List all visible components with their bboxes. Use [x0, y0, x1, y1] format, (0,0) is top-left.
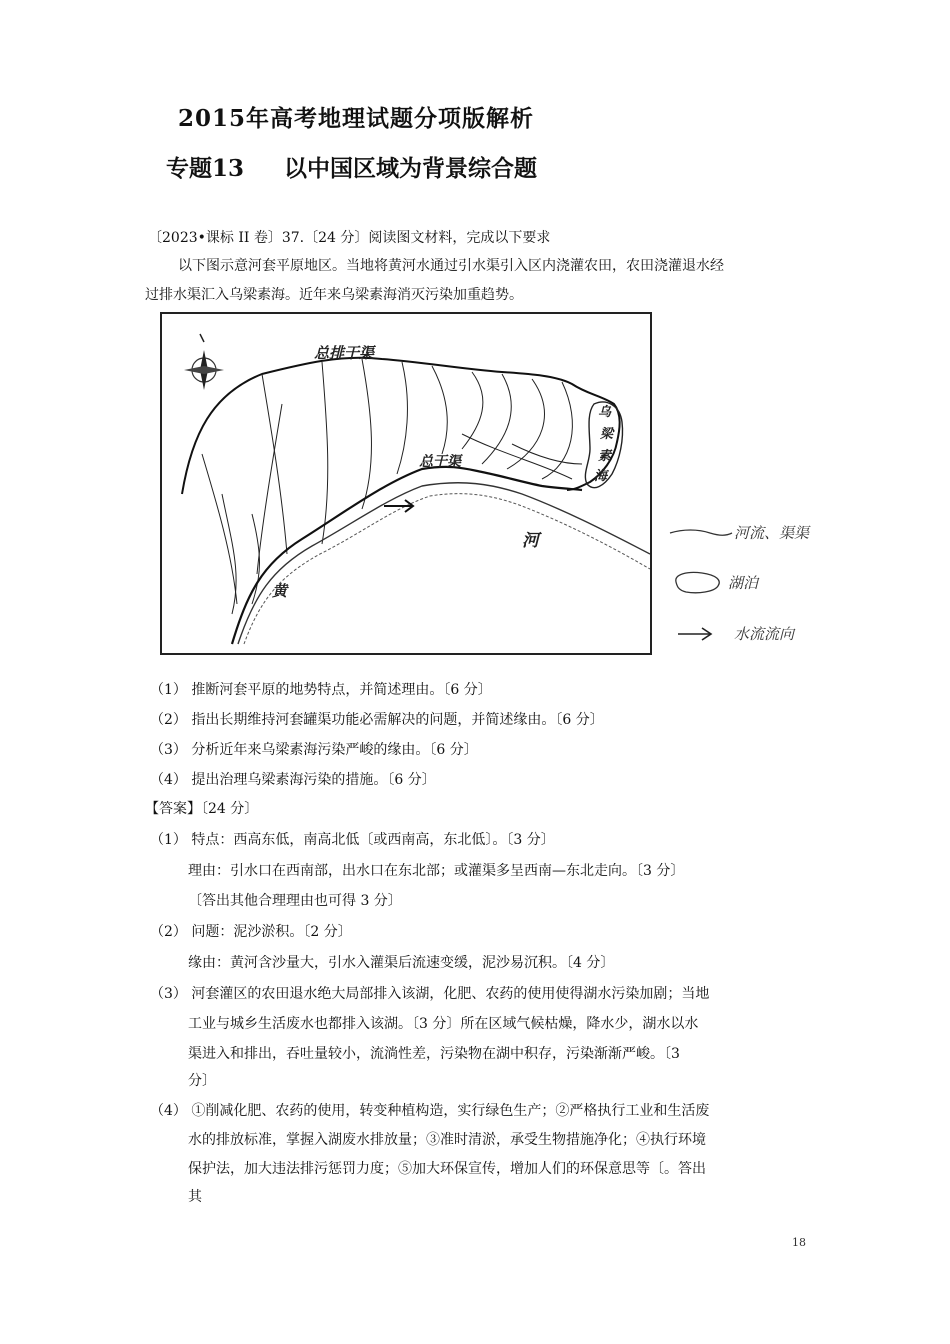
hetao-plain-map: [160, 312, 652, 655]
legend-river-canal: [668, 522, 809, 543]
sub-question-2: （2） 指出长期维持河套罐渠功能必需解决的问题，并简述缘由。〔6 分〕: [150, 712, 604, 728]
topic-number: 专题13: [166, 155, 245, 182]
lake-char-1: 乌: [598, 405, 612, 420]
page-number: 18: [792, 1236, 806, 1249]
label-main-drain: 总排干渠: [314, 344, 375, 362]
document-title: 2015年高考地理试题分项版解析: [178, 105, 535, 132]
label-river-he: 河: [522, 531, 539, 551]
legend-label-river-canal: 河流、渠渠: [734, 524, 810, 542]
map-drawing: [162, 314, 650, 653]
answer-3-line-3: 渠进入和排出，吞吐量较小，流淌性差，污染物在湖中积存，污染渐渐严峻。〔3: [188, 1046, 680, 1062]
answer-4-line-4: 其: [188, 1189, 202, 1205]
answer-4-line-3: 保护法，加大违法排污惩罚力度；⑤加大环保宣传，增加人们的环保意思等〔。答出: [188, 1161, 706, 1177]
legend-label-lake: 湖泊: [728, 573, 759, 592]
lake-char-4: 海: [594, 469, 608, 484]
legend-flow: [676, 623, 794, 644]
question-intro-line-2: 过排水渠汇入乌梁素海。近年来乌梁素海消灭污染加重趋势。: [145, 287, 523, 303]
label-river-huang: 黄: [272, 582, 288, 600]
answer-heading: 【答案】〔24 分〕: [145, 801, 259, 817]
main-drain-canal: [182, 358, 620, 494]
answer-3-line-1: （3） 河套灌区的农田退水绝大局部排入该湖，化肥、农药的使用使得湖水污染加剧；当地: [150, 986, 710, 1002]
flow-arrow-icon: [676, 625, 734, 643]
topic-title: 以中国区域为背景综合题: [284, 155, 538, 182]
lake-char-3: 素: [598, 449, 612, 464]
answer-3-line-2: 工业与城乡生活废水也都排入该湖。〔3 分〕所在区域气候枯燥，降水少，湖水以水: [188, 1016, 699, 1032]
sub-question-1: （1） 推断河套平原的地势特点，并简述理由。〔6 分〕: [150, 682, 492, 698]
question-intro-line-1: 以下图示意河套平原地区。当地将黄河水通过引水渠引入区内浇灌农田，农田浇灌退水经: [178, 258, 724, 274]
topic-heading: [166, 150, 537, 183]
legend-label-flow: 水流流向: [734, 625, 795, 643]
lake-outline-icon: [668, 568, 728, 596]
compass-icon: [184, 334, 224, 390]
river-canal-line-icon: [668, 525, 734, 541]
sub-question-4: （4） 提出治理乌梁素海污染的措施。〔6 分〕: [150, 772, 436, 788]
yellow-river: [238, 483, 650, 644]
answer-1-line-1: （1） 特点：西高东低，南高北低〔或西南高，东北低〕。〔3 分〕: [150, 832, 555, 848]
sub-question-3: （3） 分析近年来乌梁素海污染严峻的缘由。〔6 分〕: [150, 742, 478, 758]
answer-2-line-1: （2） 问题：泥沙淤积。〔2 分〕: [150, 924, 352, 940]
label-main-canal: 总干渠: [419, 454, 461, 470]
legend-lake: [668, 568, 758, 596]
answer-4-line-1: （4） ①削减化肥、农药的使用，转变种植构造，实行绿色生产；②严格执行工业和生活废: [150, 1103, 710, 1119]
answer-1-line-3: 〔答出其他合理理由也可得 3 分〕: [188, 893, 402, 909]
answer-1-line-2: 理由：引水口在西南部，出水口在东北部；或灌渠多呈西南—东北走向。〔3 分〕: [188, 863, 685, 879]
question-source: 〔2023•课标 II 卷〕37.〔24 分〕阅读图文材料，完成以下要求: [148, 230, 551, 246]
lake-char-2: 梁: [600, 427, 614, 442]
answer-3-line-4: 分〕: [188, 1073, 216, 1089]
answer-2-line-2: 缘由：黄河含沙量大，引水入灌渠后流速变缓，泥沙易沉积。〔4 分〕: [188, 955, 615, 971]
answer-4-line-2: 水的排放标准，掌握入湖废水排放量；③准时清淤，承受生物措施净化；④执行环境: [188, 1132, 706, 1148]
yellow-river-south-bank: [244, 494, 650, 644]
main-canal: [232, 467, 582, 644]
